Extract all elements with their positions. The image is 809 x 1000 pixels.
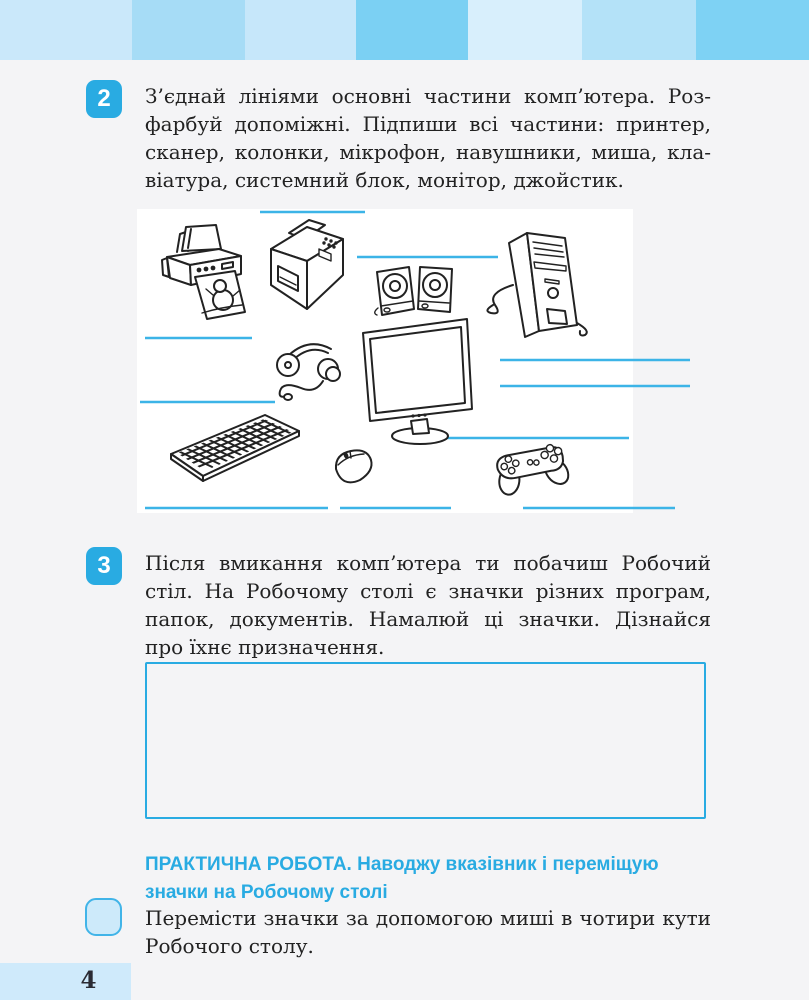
header-color-block (132, 0, 245, 60)
task-3-text-line: Після вмикання комп’ютера ти побачиш Робочий (145, 551, 711, 575)
header-color-block (0, 0, 132, 60)
practical-task-text (145, 904, 711, 960)
task-3-text-line: стіл. На Робочому столі є значки різних програм, (145, 579, 711, 603)
decorative-header-band (0, 0, 809, 60)
devices-illustration (137, 209, 700, 513)
header-color-block (245, 0, 356, 60)
task-2-text-line: фарбуй допоміжні. Підпиши всі частини: принтер, (145, 112, 711, 136)
task-3-number-badge: 3 (86, 547, 122, 585)
header-color-block (582, 0, 696, 60)
header-color-block (696, 0, 809, 60)
practical-task-text-line: Перемісти значки за допомогою миші в чотири кути (145, 906, 711, 930)
task-2-text-line: сканер, колонки, мікрофон, навушники, миша, кла- (145, 140, 711, 164)
task-3-text-line: папок, документів. Намалюй ці значки. Дізнайся (145, 607, 711, 631)
header-color-block (468, 0, 582, 60)
task-2-text-line: З’єднай лініями основні частини комп’ютера. Роз- (145, 84, 711, 108)
page-number: 4 (80, 967, 97, 994)
task-checkbox-badge (85, 898, 122, 936)
practical-work-heading-line: ПРАКТИЧНА РОБОТА. Наводжу вказівник і переміщую (145, 854, 659, 875)
task-2-text-line: віатура, системний блок, монітор, джойстик. (145, 168, 624, 192)
task-3-text (145, 549, 711, 661)
practical-work-heading-line: значки на Робочому столі (145, 882, 388, 903)
task-2-number-badge: 2 (86, 80, 122, 118)
page-number-bar (0, 963, 131, 1000)
devices-figure (137, 209, 700, 513)
practical-task-text-line: Робочого столу. (145, 934, 314, 958)
practical-work-heading (145, 851, 725, 907)
header-color-block (356, 0, 468, 60)
task-2-text (145, 82, 711, 194)
task-3-text-line: про їхнє призначення. (145, 635, 385, 659)
drawing-area-box (145, 662, 706, 819)
